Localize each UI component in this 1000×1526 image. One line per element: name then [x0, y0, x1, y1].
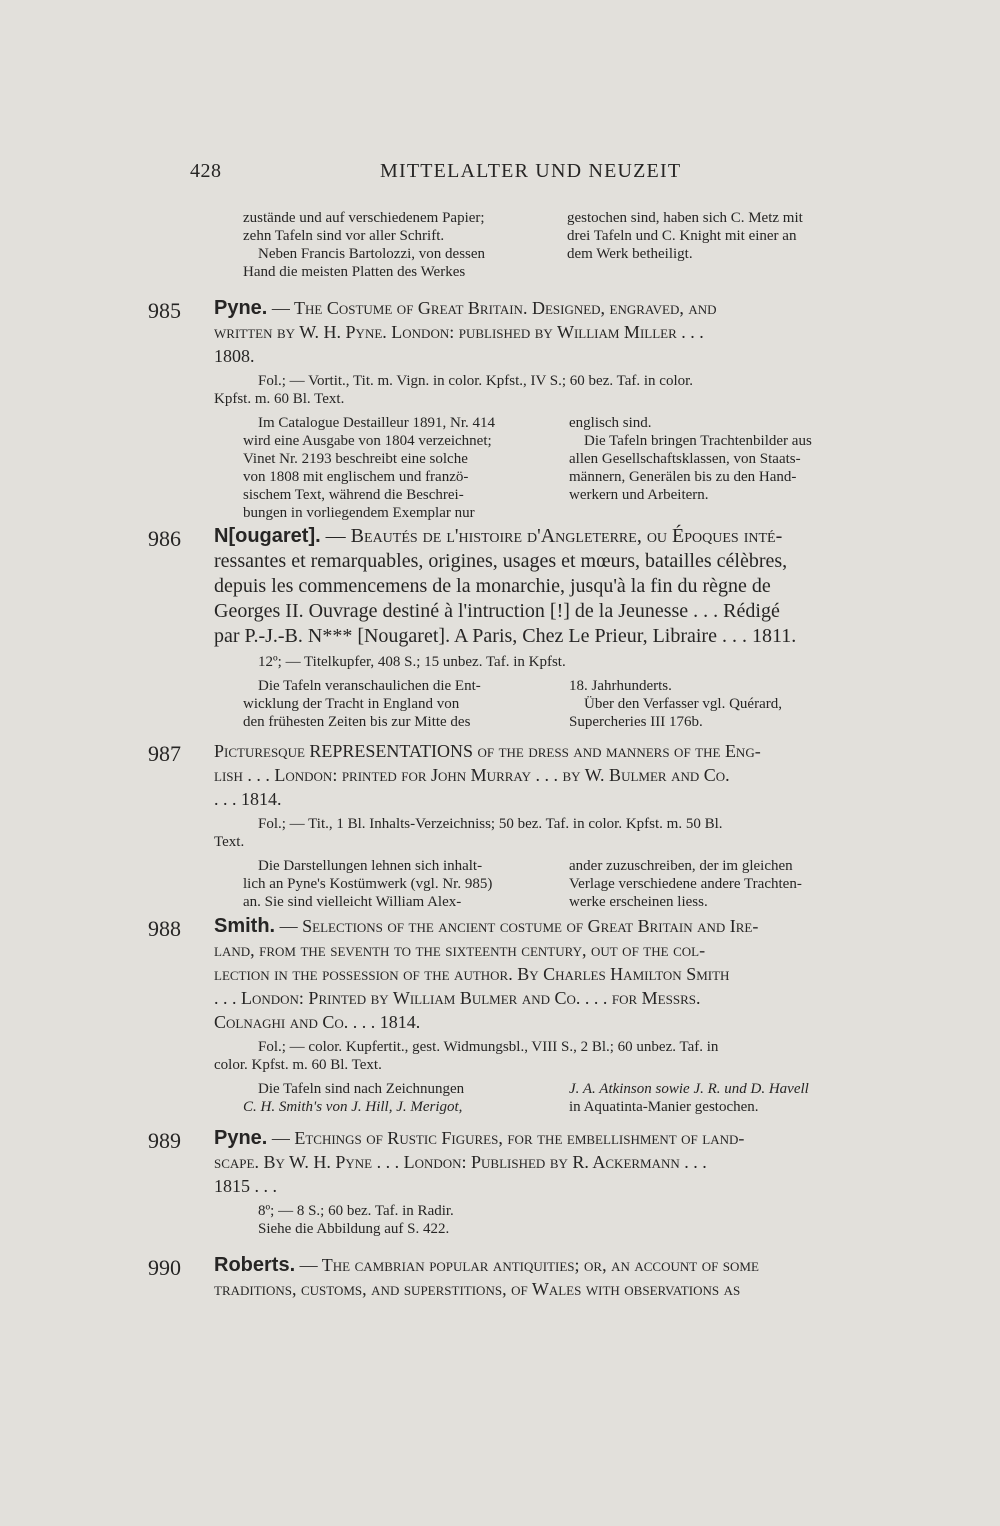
title-line: — The cambrian popular antiquities; or, an account of some	[299, 1255, 759, 1275]
note-line: männern, Generälen bis zu den Hand-	[569, 469, 797, 485]
note-left-column	[243, 1080, 539, 1116]
description-line: Text.	[214, 834, 245, 850]
title-line: 1808.	[214, 346, 255, 366]
note-left-column	[243, 414, 539, 522]
note-line: Die Darstellungen lehnen sich inhalt-	[258, 858, 483, 874]
note-line: Verlage verschiedene andere Trachten-	[569, 876, 802, 892]
note-line: wird eine Ausgabe von 1804 verzeichnet;	[243, 433, 492, 449]
note-line: englisch sind.	[569, 415, 652, 431]
note-line: allen Gesellschaftsklassen, von Staats-	[569, 451, 801, 467]
entry-description	[258, 1202, 868, 1238]
entry-note	[148, 677, 868, 731]
title-line: depuis les commencemens de la monarchie, jusqu'à la fin du règne de	[214, 575, 771, 597]
note-line: Hand die meisten Platten des Werkes	[243, 264, 466, 280]
title-line: Georges II. Ouvrage destiné à l'intruction [!] de la Jeunesse . . . Rédigé	[214, 600, 780, 622]
entry-number: 988	[148, 916, 181, 941]
note-line: werkern und Arbeitern.	[569, 487, 709, 503]
note-line: an. Sie sind vielleicht William Alex-	[243, 894, 462, 910]
entry-note	[148, 414, 868, 522]
catalog-entry	[148, 296, 868, 522]
description-line: Fol.; — Vortit., Tit. m. Vign. in color. Kpfst., IV S.; 60 bez. Taf. in color.	[258, 373, 694, 389]
note-line: wicklung der Tracht in England von	[243, 696, 460, 712]
catalog-entry	[148, 524, 868, 731]
title-line: ressantes et remarquables, origines, usages et mœurs, batailles célèbres,	[214, 550, 788, 572]
note-line: J. A. Atkinson sowie J. R. und D. Havell	[569, 1081, 809, 1097]
note-line: zehn Tafeln sind vor aller Schrift.	[243, 228, 445, 244]
note-line: Neben Francis Bartolozzi, von dessen	[258, 246, 486, 262]
note-line: den frühesten Zeiten bis zur Mitte des	[243, 714, 471, 730]
entry-number: 989	[148, 1128, 181, 1153]
note-line: sischem Text, während die Beschrei-	[243, 487, 464, 503]
title-line: . . . 1814.	[214, 789, 282, 809]
entry-description	[214, 1038, 868, 1074]
note-line: drei Tafeln und C. Knight mit einer an	[567, 228, 797, 244]
note-line: bungen in vorliegendem Exemplar nur	[243, 505, 475, 521]
note-left-column	[243, 209, 541, 281]
catalog-entry	[148, 739, 868, 911]
entry-author: Pyne.	[214, 297, 268, 319]
description-line: 8º; — 8 S.; 60 bez. Taf. in Radir.	[258, 1203, 454, 1219]
title-line: — The Costume of Great Britain. Designed, engraved, and	[271, 298, 717, 318]
title-line: written by W. H. Pyne. London: published by William Miller . . .	[214, 322, 704, 342]
description-line: Fol.; — Tit., 1 Bl. Inhalts-Verzeichniss; 50 bez. Taf. in color. Kpfst. m. 50 Bl.	[258, 816, 723, 832]
description-line: Kpfst. m. 60 Bl. Text.	[214, 391, 345, 407]
title-line: Colnaghi and Co. . . . 1814.	[214, 1012, 421, 1032]
note-line: lich an Pyne's Kostümwerk (vgl. Nr. 985)	[243, 876, 493, 892]
entry-heading	[214, 296, 868, 368]
page-number: 428	[190, 160, 222, 182]
note-line: 18. Jahrhunderts.	[569, 678, 672, 694]
entry-description	[214, 815, 868, 851]
title-line: lection in the possession of the author. By Charles Hamilton Smith	[214, 964, 730, 984]
description-line: color. Kpfst. m. 60 Bl. Text.	[214, 1057, 382, 1073]
note-line: in Aquatinta-Manier gestochen.	[569, 1099, 759, 1115]
note-line: werke erscheinen liess.	[569, 894, 708, 910]
note-line: Supercheries III 176b.	[569, 714, 703, 730]
entry-number: 986	[148, 526, 181, 551]
title-line: — Beautés de l'histoire d'Angleterre, ou Époques inté-	[325, 525, 783, 547]
title-line: land, from the seventh to the sixteenth century, out of the col-	[214, 940, 706, 960]
entry-description	[214, 653, 868, 671]
entry-author: Pyne.	[214, 1127, 268, 1149]
entry-heading	[214, 524, 868, 649]
note-line: zustände und auf verschiedenem Papier;	[243, 210, 485, 226]
description-line: Fol.; — color. Kupfertit., gest. Widmungsbl., VIII S., 2 Bl.; 60 unbez. Taf. in	[258, 1039, 719, 1055]
entry-author: N[ougaret].	[214, 525, 321, 547]
description-line: 12º; — Titelkupfer, 408 S.; 15 unbez. Taf. in Kpfst.	[258, 654, 566, 670]
catalog-entry	[148, 1126, 868, 1238]
title-line: par P.-J.-B. N*** [Nougaret]. A Paris, Chez Le Prieur, Libraire . . . 1811.	[214, 625, 797, 647]
note-line: dem Werk betheiligt.	[567, 246, 693, 262]
note-right-column	[569, 857, 865, 911]
entry-note	[148, 1080, 868, 1116]
note-line: C. H. Smith's von J. Hill, J. Merigot,	[243, 1099, 463, 1115]
entry-heading	[214, 739, 868, 811]
entry-note	[148, 857, 868, 911]
title-line: — Selections of the ancient costume of Great Britain and Ire-	[279, 916, 759, 936]
note-line: gestochen sind, haben sich C. Metz mit	[567, 210, 803, 226]
title-line: Picturesque REPRESENTATIONS of the dress and manners of the Eng-	[214, 741, 761, 761]
note-line: von 1808 mit englischem und franzö-	[243, 469, 469, 485]
catalog-entry	[148, 914, 868, 1116]
note-line: Über den Verfasser vgl. Quérard,	[584, 696, 782, 712]
note-line: Vinet Nr. 2193 beschreibt eine solche	[243, 451, 468, 467]
entry-number: 985	[148, 298, 181, 323]
entry-author: Roberts.	[214, 1254, 296, 1276]
note-right-column	[569, 414, 865, 522]
note-left-column	[243, 677, 539, 731]
title-line: . . . London: Printed by William Bulmer and Co. . . . for Messrs.	[214, 988, 701, 1008]
catalog-entry	[148, 1253, 868, 1301]
note-right-column	[569, 677, 865, 731]
title-line: lish . . . London: printed for John Murray . . . by W. Bulmer and Co.	[214, 765, 730, 785]
entry-author: Smith.	[214, 915, 276, 937]
note-left-column	[243, 857, 539, 911]
entry-number: 987	[148, 741, 181, 766]
title-line: traditions, customs, and superstitions, of Wales with observations as	[214, 1279, 741, 1299]
entry-heading	[214, 914, 868, 1034]
note-line: ander zuzuschreiben, der im gleichen	[569, 858, 793, 874]
note-line: Die Tafeln veranschaulichen die Ent-	[258, 678, 481, 694]
note-line: Die Tafeln bringen Trachtenbilder aus	[584, 433, 812, 449]
note-right-column	[567, 209, 865, 281]
title-line: 1815 . . .	[214, 1176, 277, 1196]
title-line: — Etchings of Rustic Figures, for the embellishment of land-	[271, 1128, 745, 1148]
entry-description	[214, 372, 868, 408]
entry-heading	[214, 1253, 868, 1301]
note-line: Die Tafeln sind nach Zeichnungen	[258, 1081, 465, 1097]
note-line: Im Catalogue Destailleur 1891, Nr. 414	[258, 415, 496, 431]
description-line: Siehe die Abbildung auf S. 422.	[258, 1221, 450, 1237]
note-right-column	[569, 1080, 865, 1116]
continued-note	[243, 209, 865, 281]
running-title: MITTELALTER UND NEUZEIT	[380, 160, 682, 182]
title-line: scape. By W. H. Pyne . . . London: Published by R. Ackermann . . .	[214, 1152, 707, 1172]
entry-heading	[214, 1126, 868, 1198]
entry-number: 990	[148, 1255, 181, 1280]
